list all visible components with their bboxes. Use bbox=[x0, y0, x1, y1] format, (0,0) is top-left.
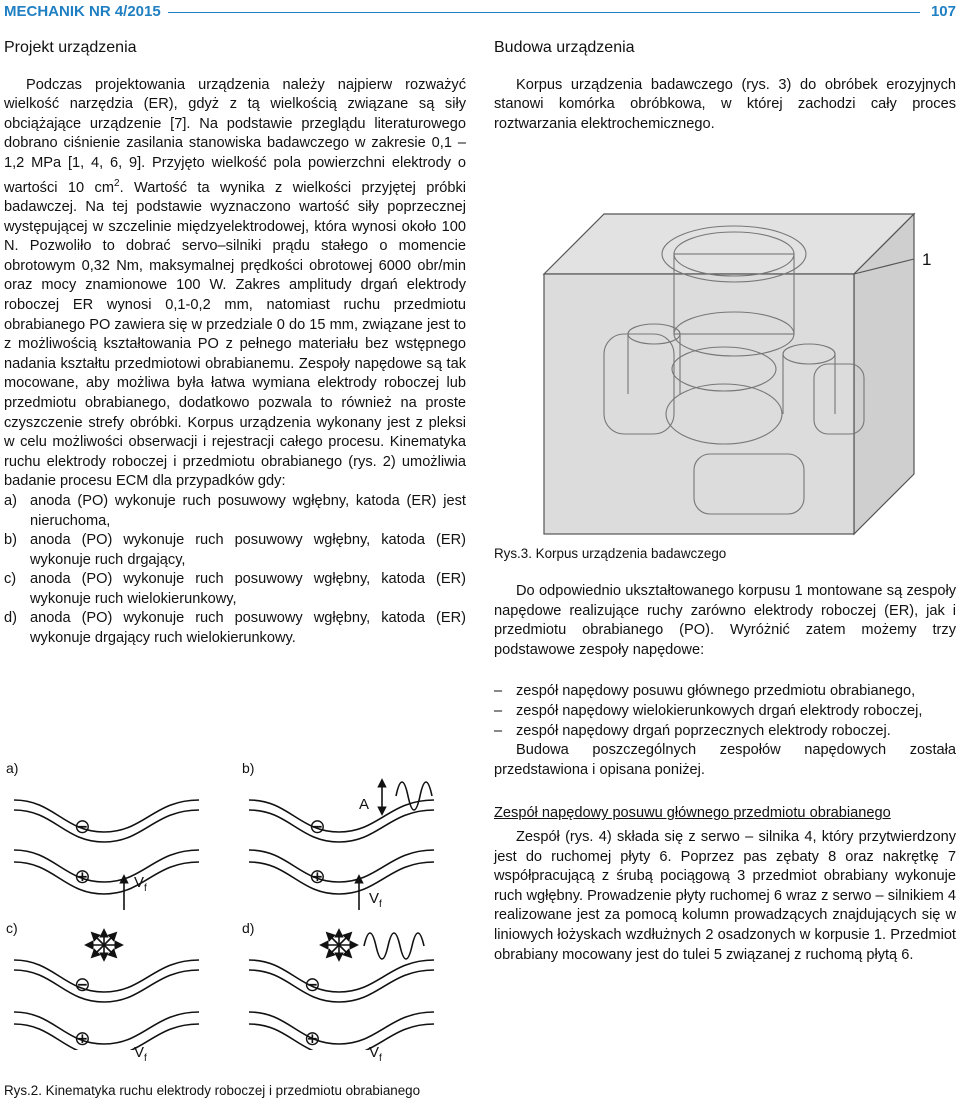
paragraph-zespoly: Do odpowiednio ukształtowanego korpusu 1 montowane są zespoły napędowe realizujące ruchy zarówno elektrody roboczej (ER), jak i przedmiotu obrabianego (PO). Wyróżnić zatem możemy trzy podstawowe zespoły napędowe: bbox=[494, 583, 956, 658]
figure-2-kinematics bbox=[4, 750, 466, 1098]
paragraph-projekt bbox=[4, 76, 466, 492]
list-item bbox=[4, 570, 466, 609]
panel-d-electrodes bbox=[249, 930, 434, 1050]
list-text: zespół napędowy posuwu głównego przedmiotu obrabianego, bbox=[516, 683, 916, 700]
para-text-rest: . Wartość ta wynika z wielkości przyjętej próbki badawczej. Na tej podstawie wyznaczono wartość siły poprzecznej występującej w szczelinie międzyelektrodowej, która wynosi około 100 N. Pozwoliło to dobrać servo–silniki prądu stałego o momencie obrotowym 0,32 Nm, maksymalnej prędkości obrotowej 6000 obr/min oraz mocy znamionowe 100 W. Zakres amplitudy drgań elektrody roboczej ER wynosi 0,1-0,2 mm, natomiast ruchu przedmiotu obrabianego PO zawiera się w przedziale 0 do 15 mm, związane jest to z możliwością kształtowania PO z pełnego materiału bez wstępnego nadania kształtu przedmiotowi obrabianemu. Zespoły napędowe są tak mocowane, aby możliwa była łatwa wymiana elektrody roboczej lub przedmiotu obrabianego, dodatkowo pozwala to również na proste czyszczenie strefy obróbki. Korpus urządzenia wykonany jest z pleksi w celu możliwości obserwacji i rejestracji całego procesu. Kinematyka ruchu elektrody roboczej i przedmiotu obrabianego (rys. 2) umożliwia badanie procesu ECM dla przypadków gdy: bbox=[4, 179, 467, 490]
panel-c-electrodes bbox=[14, 930, 199, 1050]
left-column bbox=[4, 38, 466, 649]
subsection-title: Zespół napędowy posuwu głównego przedmiotu obrabianego bbox=[494, 805, 891, 822]
plus-sign-icon: ⊕ bbox=[304, 1028, 321, 1050]
feed-velocity-label bbox=[134, 1044, 147, 1064]
dash-marker: – bbox=[494, 722, 503, 739]
right-column-bottom bbox=[494, 582, 956, 965]
list-item bbox=[4, 492, 466, 531]
page-number: 107 bbox=[930, 3, 956, 20]
kinematics-list bbox=[4, 492, 466, 649]
vf-sub: f bbox=[144, 1053, 147, 1064]
panel-b-electrodes bbox=[249, 780, 434, 910]
panel-a-electrodes bbox=[14, 800, 199, 910]
feed-velocity-label bbox=[134, 874, 147, 894]
list-text: anoda (PO) wykonuje ruch posuwowy wgłębny, katoda (ER) wykonuje drgający ruch wielokierunkowy. bbox=[30, 610, 466, 647]
list-item bbox=[494, 702, 956, 722]
list-text: zespół napędowy drgań poprzecznych elektrody roboczej. bbox=[516, 722, 891, 739]
plus-sign-icon: ⊕ bbox=[309, 866, 326, 888]
amplitude-label: A bbox=[359, 796, 370, 813]
vf-sub: f bbox=[379, 1053, 382, 1064]
minus-sign-icon: ⊖ bbox=[74, 974, 91, 996]
minus-sign-icon: ⊖ bbox=[309, 816, 326, 838]
drive-units-list bbox=[494, 682, 956, 741]
paragraph-budowa-opis: Budowa poszczególnych zespołów napędowych została przedstawiona i opisana poniżej. bbox=[494, 742, 956, 778]
feed-velocity-label bbox=[369, 890, 382, 910]
list-item bbox=[494, 682, 956, 702]
journal-title: MECHANIK NR 4/2015 bbox=[4, 3, 161, 20]
vf-sub: f bbox=[379, 899, 382, 910]
figure-3-housing bbox=[494, 154, 956, 561]
vf-letter: V bbox=[134, 874, 145, 891]
vf-sub: f bbox=[144, 883, 147, 894]
list-item bbox=[494, 722, 956, 742]
panel-label-a: a) bbox=[6, 760, 19, 776]
section-title-projekt: Projekt urządzenia bbox=[4, 39, 137, 56]
part-label-1: 1 bbox=[922, 250, 932, 269]
list-item bbox=[4, 531, 466, 570]
list-text: anoda (PO) wykonuje ruch posuwowy wgłębny, katoda (ER) wykonuje ruch drgający, bbox=[30, 532, 466, 568]
minus-sign-icon: ⊖ bbox=[304, 974, 321, 996]
dash-marker: – bbox=[494, 702, 503, 719]
figure-2-drawing bbox=[4, 750, 466, 1050]
figure-3-caption: Rys.3. Korpus urządzenia badawczego bbox=[494, 546, 727, 561]
right-column-top bbox=[494, 38, 956, 134]
vf-letter: V bbox=[369, 890, 380, 907]
header-rule bbox=[168, 12, 920, 13]
vf-letter: V bbox=[369, 1044, 380, 1061]
paragraph-budowa: Korpus urządzenia badawczego (rys. 3) do obróbek erozyjnych stanowi komórka obróbkowa, w której zachodzi cały proces roztwarzania elektrochemicznego. bbox=[494, 76, 956, 132]
para-text: Podczas projektowania urządzenia należy najpierw rozważyć wielkość narzędzia (ER), gdyż z tą wielkością związane są siły obciążające urządzenie [7]. Na podstawie przeglądu literaturowego dobrano ciśnienie zasilania stanowiska badawczego w zakresie 0,1 – 1,2 MPa [1, 4, 6, 9]. Przyjęto wielkość pola powierzchni elektrody o wartości 10 cm bbox=[4, 76, 466, 196]
superscript: 2 bbox=[114, 177, 120, 189]
page-header bbox=[0, 0, 960, 22]
plus-sign-icon: ⊕ bbox=[74, 1028, 91, 1050]
list-mark: a) bbox=[4, 492, 17, 509]
list-item bbox=[4, 609, 466, 648]
list-text: zespół napędowy wielokierunkowych drgań elektrody roboczej, bbox=[516, 702, 923, 719]
dash-marker: – bbox=[494, 683, 503, 700]
panel-label-b: b) bbox=[242, 760, 255, 776]
list-text: anoda (PO) wykonuje ruch posuwowy wgłębny, katoda (ER) jest nieruchoma, bbox=[30, 492, 466, 529]
panel-label-c: c) bbox=[6, 920, 18, 936]
list-mark: d) bbox=[4, 610, 17, 627]
minus-sign-icon: ⊖ bbox=[74, 816, 91, 838]
housing-drawing bbox=[494, 154, 956, 546]
feed-velocity-label bbox=[369, 1044, 382, 1064]
plus-sign-icon: ⊕ bbox=[74, 866, 91, 888]
list-mark: c) bbox=[4, 571, 17, 588]
figure-2-caption: Rys.2. Kinematyka ruchu elektrody roboczej i przedmiotu obrabianego bbox=[4, 1083, 421, 1098]
section-title-budowa: Budowa urządzenia bbox=[494, 39, 635, 56]
vf-letter: V bbox=[134, 1044, 145, 1061]
list-mark: b) bbox=[4, 532, 17, 549]
list-text: anoda (PO) wykonuje ruch posuwowy wgłębny, katoda (ER) wykonuje ruch wielokierunkowy, bbox=[30, 571, 466, 607]
panel-label-d: d) bbox=[242, 920, 255, 936]
paragraph-zespol-posuwu: Zespół (rys. 4) składa się z serwo – silnika 4, który przytwierdzony jest do ruchomej płyty 6. Poprzez pas zębaty 8 oraz nakrętkę 7 współpracującą z śrubą pociągową 3 przedmiot obrabiany wykonuje ruch wgłębny. Prowadzenie płyty ruchomej 6 wraz z serwo – silnikiem 4 realizowane jest za pomocą kolumn prowadzących znajdujących się w liniowych łożyskach wzdłużnych 2 osadzonych w korpusie 1. Przedmiot obrabiany mocowany jest do tulei 5 związanej z ruchomą płytą 6. bbox=[494, 828, 956, 963]
